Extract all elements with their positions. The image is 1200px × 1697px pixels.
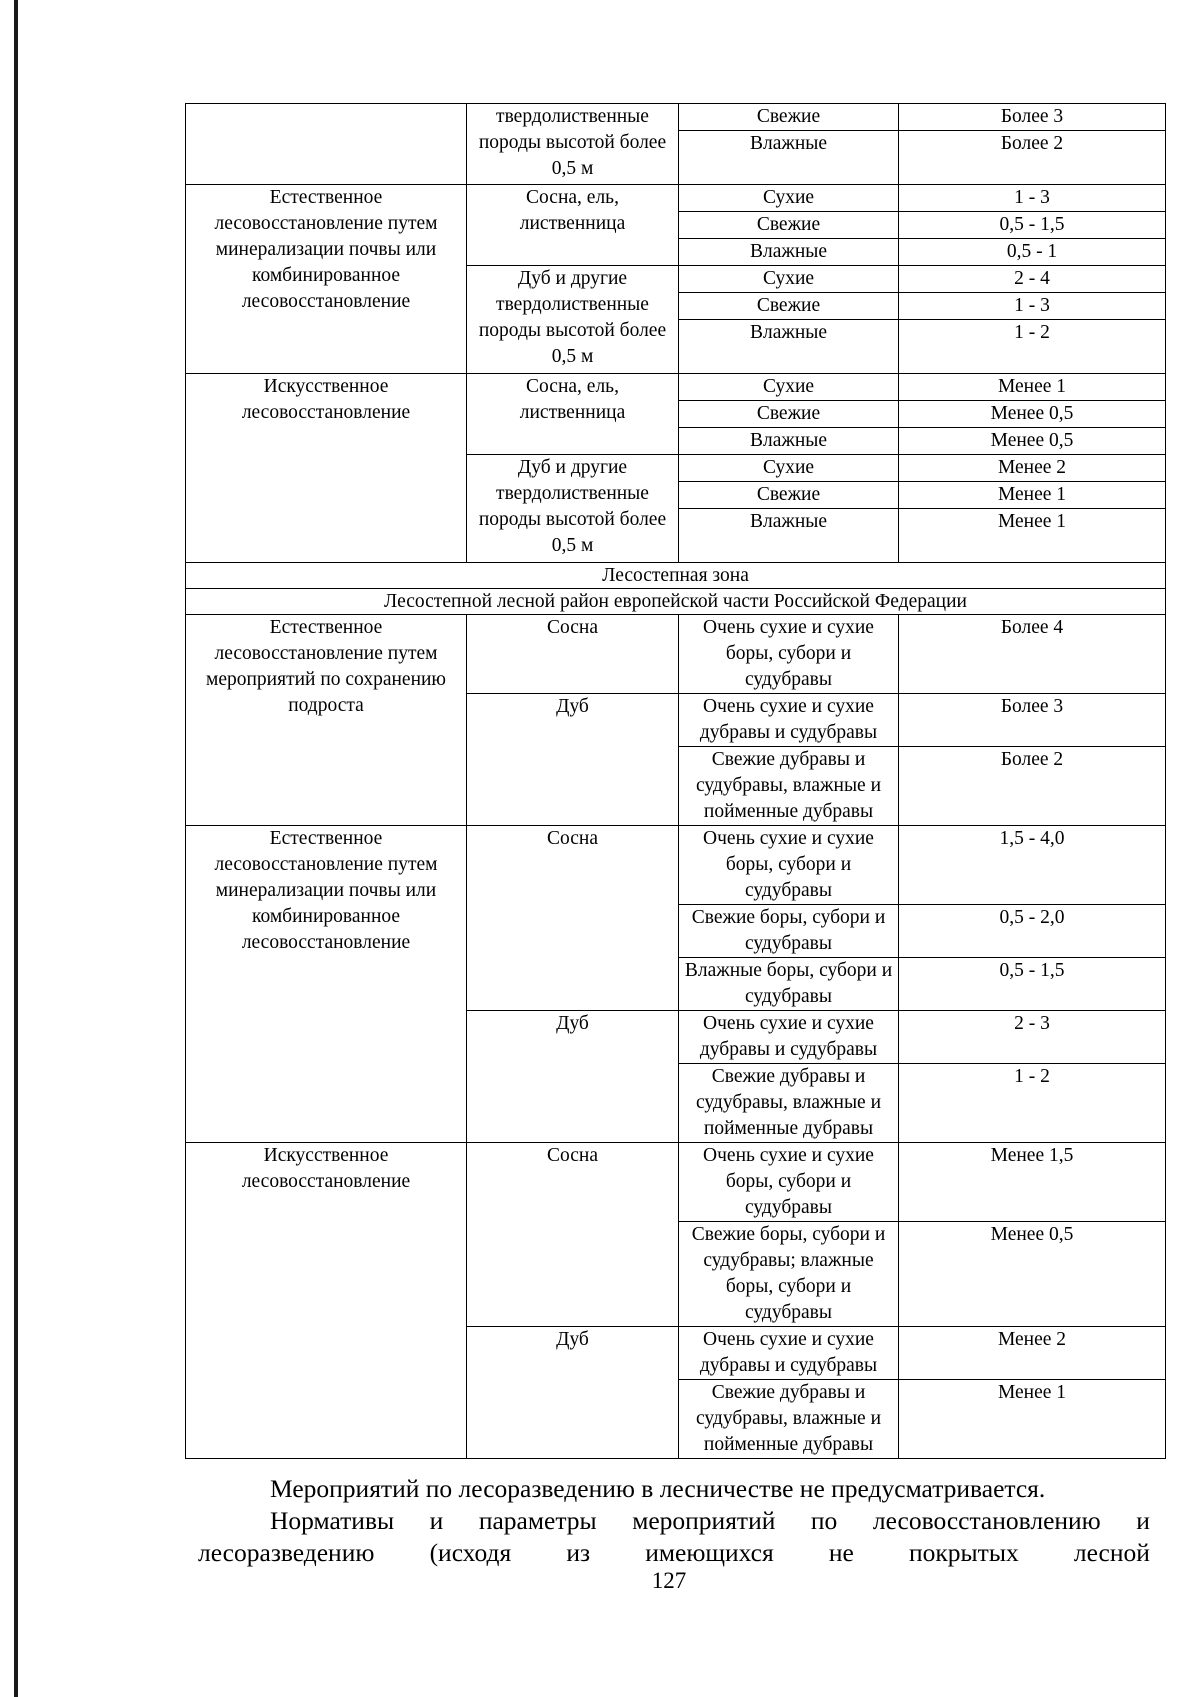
regeneration-table bbox=[185, 103, 1166, 1459]
species-cell: Сосна bbox=[467, 1143, 679, 1327]
paragraph-norms-line1 bbox=[270, 1504, 1150, 1538]
region-header-row bbox=[186, 589, 1166, 615]
value-cell: 1,5 - 4,0 bbox=[899, 826, 1166, 905]
value-cell: 2 - 3 bbox=[899, 1011, 1166, 1064]
method-cell bbox=[186, 104, 467, 185]
scan-edge bbox=[14, 0, 18, 1697]
word: параметры bbox=[478, 1506, 597, 1535]
conditions-cell: Сухие bbox=[679, 266, 899, 293]
conditions-cell: Очень сухие и сухие дубравы и судубравы bbox=[679, 1327, 899, 1380]
method-cell: Искусственное лесовосстановление bbox=[186, 1143, 467, 1459]
word: мероприятий bbox=[632, 1506, 776, 1535]
word: лесоразведению bbox=[198, 1538, 375, 1567]
species-cell: Дуб bbox=[467, 1327, 679, 1459]
conditions-cell: Очень сухие и сухие боры, субори и судубравы bbox=[679, 826, 899, 905]
conditions-cell: Очень сухие и сухие дубравы и судубравы bbox=[679, 694, 899, 747]
method-cell: Искусственное лесовосстановление bbox=[186, 374, 467, 563]
species-cell: Сосна bbox=[467, 826, 679, 1011]
conditions-cell: Сухие bbox=[679, 185, 899, 212]
species-cell: Сосна, ель, лиственница bbox=[467, 374, 679, 455]
method-cell: Естественное лесовосстановление путем минерализации почвы или комбинированное лесовосстановление bbox=[186, 826, 467, 1143]
value-cell: 0,5 - 2,0 bbox=[899, 905, 1166, 958]
word: и bbox=[1136, 1506, 1150, 1535]
value-cell: Менее 1 bbox=[899, 482, 1166, 509]
value-cell: Менее 0,5 bbox=[899, 428, 1166, 455]
table-row bbox=[186, 104, 1166, 131]
zone-header-row bbox=[186, 563, 1166, 589]
value-cell: Менее 0,5 bbox=[899, 401, 1166, 428]
value-cell: Более 2 bbox=[899, 747, 1166, 826]
conditions-cell: Сухие bbox=[679, 374, 899, 401]
word: лесной bbox=[1073, 1538, 1150, 1567]
conditions-cell: Свежие bbox=[679, 401, 899, 428]
conditions-cell: Свежие боры, субори и судубравы; влажные боры, субори и судубравы bbox=[679, 1222, 899, 1327]
species-cell: твердолиственные породы высотой более 0,5 м bbox=[467, 104, 679, 185]
value-cell: Более 4 bbox=[899, 615, 1166, 694]
value-cell: Менее 1,5 bbox=[899, 1143, 1166, 1222]
value-cell: 1 - 3 bbox=[899, 185, 1166, 212]
table-row bbox=[186, 826, 1166, 905]
word: (исходя bbox=[429, 1538, 512, 1567]
word: лесовосстановлению bbox=[872, 1506, 1101, 1535]
word: по bbox=[810, 1506, 838, 1535]
value-cell: Более 3 bbox=[899, 694, 1166, 747]
value-cell: Более 2 bbox=[899, 131, 1166, 185]
species-cell: Сосна, ель, лиственница bbox=[467, 185, 679, 266]
conditions-cell: Очень сухие и сухие боры, субори и судубравы bbox=[679, 1143, 899, 1222]
conditions-cell: Влажные bbox=[679, 428, 899, 455]
paragraph-afforestation: Мероприятий по лесоразведению в лесничестве не предусматривается. bbox=[270, 1474, 1046, 1503]
value-cell: 1 - 3 bbox=[899, 293, 1166, 320]
conditions-cell: Свежие дубравы и судубравы, влажные и пойменные дубравы bbox=[679, 747, 899, 826]
value-cell: 1 - 2 bbox=[899, 320, 1166, 374]
table-row bbox=[186, 374, 1166, 401]
conditions-cell: Свежие боры, субори и судубравы bbox=[679, 905, 899, 958]
region-title: Лесостепной лесной район европейской части Российской Федерации bbox=[186, 589, 1166, 615]
value-cell: 0,5 - 1 bbox=[899, 239, 1166, 266]
value-cell: Менее 2 bbox=[899, 1327, 1166, 1380]
word: Нормативы bbox=[270, 1506, 395, 1535]
conditions-cell: Влажные bbox=[679, 509, 899, 563]
conditions-cell: Сухие bbox=[679, 455, 899, 482]
value-cell: 2 - 4 bbox=[899, 266, 1166, 293]
species-cell: Дуб bbox=[467, 694, 679, 826]
conditions-cell: Влажные bbox=[679, 320, 899, 374]
word: из bbox=[566, 1538, 591, 1567]
table-row bbox=[186, 615, 1166, 694]
word: покрытых bbox=[909, 1538, 1019, 1567]
value-cell: Более 3 bbox=[899, 104, 1166, 131]
value-cell: Менее 1 bbox=[899, 374, 1166, 401]
value-cell: 0,5 - 1,5 bbox=[899, 958, 1166, 1011]
value-cell: Менее 2 bbox=[899, 455, 1166, 482]
value-cell: Менее 0,5 bbox=[899, 1222, 1166, 1327]
conditions-cell: Свежие bbox=[679, 212, 899, 239]
conditions-cell: Влажные боры, субори и судубравы bbox=[679, 958, 899, 1011]
species-cell: Дуб bbox=[467, 1011, 679, 1143]
paragraph-norms-line2 bbox=[198, 1536, 1150, 1570]
method-cell: Естественное лесовосстановление путем минерализации почвы или комбинированное лесовосстановление bbox=[186, 185, 467, 374]
word: не bbox=[828, 1538, 854, 1567]
value-cell: 0,5 - 1,5 bbox=[899, 212, 1166, 239]
zone-title: Лесостепная зона bbox=[186, 563, 1166, 589]
conditions-cell: Свежие дубравы и судубравы, влажные и пойменные дубравы bbox=[679, 1380, 899, 1459]
conditions-cell: Свежие bbox=[679, 293, 899, 320]
species-cell: Дуб и другие твердолиственные породы высотой более 0,5 м bbox=[467, 266, 679, 374]
conditions-cell: Свежие дубравы и судубравы, влажные и пойменные дубравы bbox=[679, 1064, 899, 1143]
conditions-cell: Влажные bbox=[679, 131, 899, 185]
value-cell: Менее 1 bbox=[899, 509, 1166, 563]
conditions-cell: Влажные bbox=[679, 239, 899, 266]
table-row bbox=[186, 185, 1166, 212]
word: и bbox=[429, 1506, 444, 1535]
conditions-cell: Очень сухие и сухие боры, субори и судубравы bbox=[679, 615, 899, 694]
method-cell: Естественное лесовосстановление путем мероприятий по сохранению подроста bbox=[186, 615, 467, 826]
conditions-cell: Свежие bbox=[679, 104, 899, 131]
value-cell: Менее 1 bbox=[899, 1380, 1166, 1459]
conditions-cell: Свежие bbox=[679, 482, 899, 509]
species-cell: Сосна bbox=[467, 615, 679, 694]
page-number: 127 bbox=[651, 1568, 687, 1593]
value-cell: 1 - 2 bbox=[899, 1064, 1166, 1143]
word: имеющихся bbox=[645, 1538, 774, 1567]
conditions-cell: Очень сухие и сухие дубравы и судубравы bbox=[679, 1011, 899, 1064]
table-row bbox=[186, 1143, 1166, 1222]
species-cell: Дуб и другие твердолиственные породы высотой более 0,5 м bbox=[467, 455, 679, 563]
